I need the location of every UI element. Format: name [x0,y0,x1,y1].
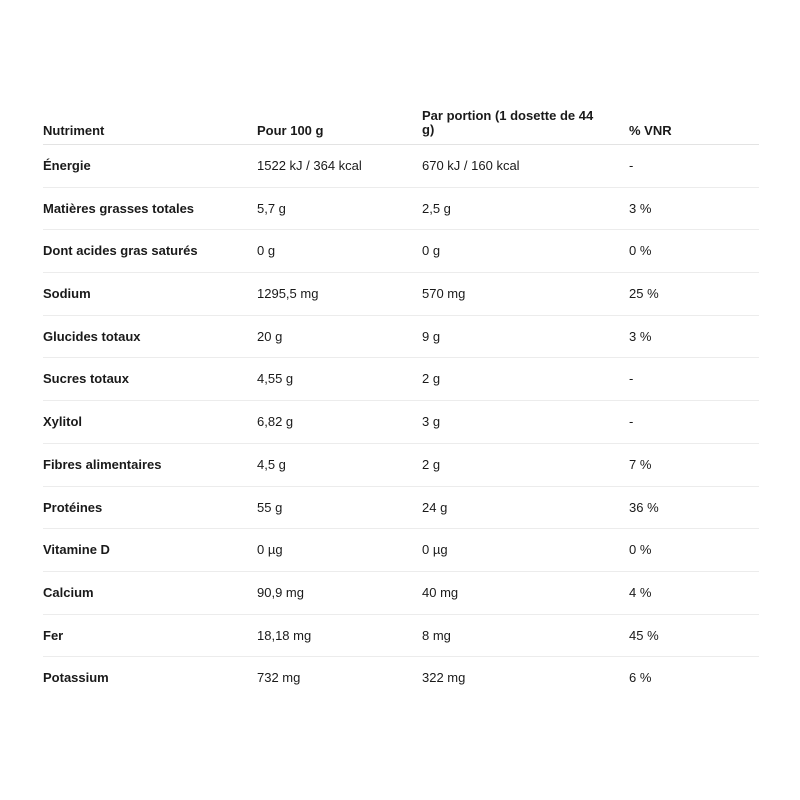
cell-vnr: 25 % [629,286,659,302]
cell-per-portion: 670 kJ / 160 kcal [422,158,520,173]
cell-vnr: 0 % [629,542,652,558]
cell-nutrient: Énergie [43,158,91,173]
header-nutrient: Nutriment [43,123,105,138]
table-row [43,358,759,401]
cell-per-100g: 4,55 g [257,371,294,387]
table-row [43,145,759,188]
table-row [43,401,759,444]
cell-nutrient: Sucres totaux [43,371,129,387]
cell-per-100g: 18,18 mg [257,627,312,643]
cell-per-100g: 5,7 g [257,200,286,216]
table-row [43,529,759,572]
cell-per-portion: 322 mg [422,670,466,686]
table-row [43,572,759,615]
cell-nutrient: Fer [43,627,64,643]
cell-per-portion: 570 mg [422,286,466,302]
cell-per-100g: 4,5 g [257,456,286,472]
cell-vnr: - [629,414,634,430]
cell-vnr: 3 % [629,200,652,216]
cell-nutrient: Sodium [43,286,91,302]
cell-vnr: 7 % [629,456,652,472]
cell-per-100g: 0 g [257,243,276,259]
cell-per-portion: 40 mg [422,584,459,600]
header-per-portion: Par portion (1 dosette de 44 g) [422,108,594,137]
table-row [43,188,759,231]
header-vnr: % VNR [629,123,672,138]
cell-per-portion: 2,5 g [422,200,451,216]
cell-nutrient: Calcium [43,584,94,600]
cell-vnr: - [629,158,634,173]
cell-nutrient: Glucides totaux [43,328,141,344]
cell-per-portion: 9 g [422,328,441,344]
table-row [43,273,759,316]
cell-per-portion: 24 g [422,499,448,515]
cell-per-portion: 8 mg [422,627,451,643]
cell-per-portion: 2 g [422,456,441,472]
cell-per-portion: 0 µg [422,542,448,558]
table-body [43,145,759,699]
cell-per-100g: 90,9 mg [257,584,304,600]
table-row [43,444,759,487]
cell-nutrient: Vitamine D [43,542,110,558]
cell-per-100g: 20 g [257,328,283,344]
cell-vnr: 45 % [629,627,659,643]
cell-per-100g: 732 mg [257,670,301,686]
table-row [43,316,759,359]
cell-per-portion: 0 g [422,243,441,259]
nutrition-table [43,106,759,699]
cell-vnr: 0 % [629,243,652,259]
cell-nutrient: Protéines [43,499,103,515]
cell-vnr: 36 % [629,499,659,515]
cell-per-100g: 0 µg [257,542,283,558]
cell-per-100g: 55 g [257,499,283,515]
cell-per-portion: 3 g [422,414,441,430]
table-row [43,487,759,530]
cell-nutrient: Xylitol [43,414,83,430]
cell-nutrient: Potassium [43,670,109,686]
cell-vnr: - [629,371,634,387]
table-row [43,230,759,273]
header-per-100g: Pour 100 g [257,123,324,138]
cell-per-portion: 2 g [422,371,441,387]
table-row [43,657,759,699]
cell-nutrient: Matières grasses totales [43,200,195,216]
cell-vnr: 4 % [629,584,652,600]
table-row [43,615,759,658]
cell-nutrient: Fibres alimentaires [43,456,162,472]
cell-vnr: 3 % [629,328,652,344]
cell-nutrient: Dont acides gras saturés [43,243,198,259]
cell-per-100g: 6,82 g [257,414,294,430]
cell-per-100g: 1522 kJ / 364 kcal [257,158,362,173]
table-header [43,106,759,145]
cell-vnr: 6 % [629,670,652,686]
cell-per-100g: 1295,5 mg [257,286,319,302]
